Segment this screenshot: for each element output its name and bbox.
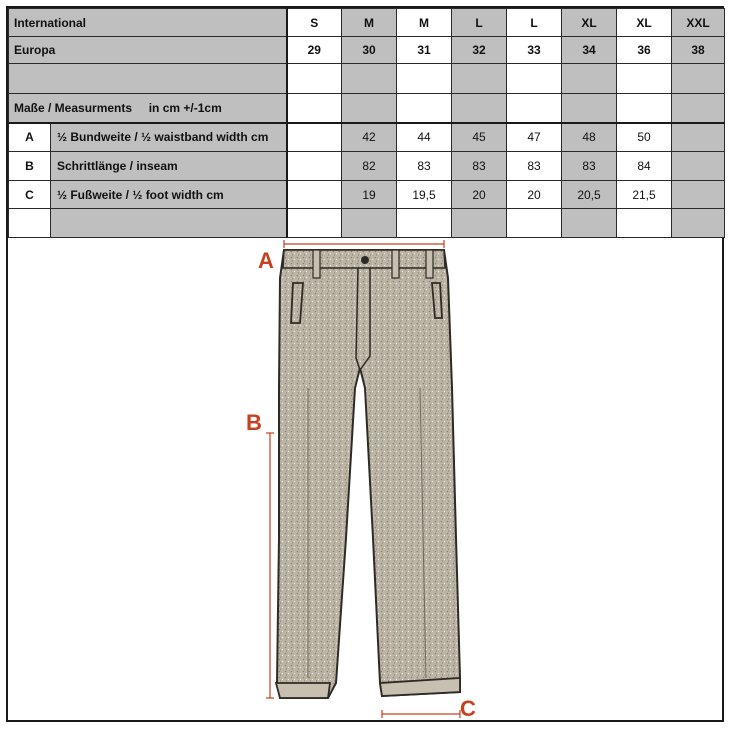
measure-line-b xyxy=(266,433,274,698)
empty-cell xyxy=(617,209,672,238)
size-cell: XXL xyxy=(672,9,725,37)
label-b: B xyxy=(246,410,262,435)
measure-value xyxy=(287,181,342,209)
measure-label: ½ Fußweite / ½ foot width cm xyxy=(51,181,287,209)
belt-loop-icon xyxy=(313,250,320,278)
measure-line-a xyxy=(284,240,444,248)
measure-value: 42 xyxy=(342,123,397,152)
empty-cell xyxy=(672,64,725,94)
row-empty xyxy=(9,209,725,238)
belt-loop-icon xyxy=(392,250,399,278)
empty-cell xyxy=(562,94,617,123)
size-cell: 32 xyxy=(452,37,507,64)
measure-label: ½ Bundweite / ½ waistband width cm xyxy=(51,123,287,152)
size-cell: 33 xyxy=(507,37,562,64)
measure-value: 20 xyxy=(452,181,507,209)
row-europa xyxy=(9,37,725,64)
international-label: International xyxy=(9,9,287,37)
measure-value: 47 xyxy=(507,123,562,152)
measure-value: 48 xyxy=(562,123,617,152)
empty-cell xyxy=(562,209,617,238)
row-measure-c xyxy=(9,181,725,209)
empty-cell xyxy=(507,94,562,123)
measure-value xyxy=(287,123,342,152)
measure-letter: C xyxy=(9,181,51,209)
empty-cell xyxy=(9,209,51,238)
empty-cell xyxy=(342,209,397,238)
measure-value: 83 xyxy=(507,152,562,181)
size-cell: 30 xyxy=(342,37,397,64)
measure-label: Schrittlänge / inseam xyxy=(51,152,287,181)
size-chart xyxy=(6,6,724,722)
empty-cell xyxy=(397,64,452,94)
empty-cell xyxy=(397,209,452,238)
size-cell: 31 xyxy=(397,37,452,64)
empty-cell xyxy=(452,94,507,123)
empty-cell xyxy=(452,209,507,238)
size-cell: S xyxy=(287,9,342,37)
trousers-icon xyxy=(277,250,460,698)
measure-value: 21,5 xyxy=(617,181,672,209)
empty-cell xyxy=(287,94,342,123)
measure-value: 82 xyxy=(342,152,397,181)
row-international xyxy=(9,9,725,37)
size-cell: 36 xyxy=(617,37,672,64)
row-spacer xyxy=(9,64,725,94)
button-icon xyxy=(361,256,369,264)
size-cell: 29 xyxy=(287,37,342,64)
measure-letter: A xyxy=(9,123,51,152)
measure-value xyxy=(287,152,342,181)
label-a: A xyxy=(258,248,274,273)
empty-cell xyxy=(617,94,672,123)
measure-value: 19 xyxy=(342,181,397,209)
measure-value xyxy=(672,123,725,152)
trousers-diagram xyxy=(8,238,724,722)
measure-value xyxy=(672,152,725,181)
empty-cell xyxy=(287,64,342,94)
row-measure-a xyxy=(9,123,725,152)
empty-cell xyxy=(397,94,452,123)
measure-line-c xyxy=(382,710,460,718)
empty-cell xyxy=(51,209,287,238)
empty-cell xyxy=(452,64,507,94)
empty-cell xyxy=(507,209,562,238)
empty-cell xyxy=(672,209,725,238)
measure-value xyxy=(672,181,725,209)
empty-cell xyxy=(287,209,342,238)
empty-cell xyxy=(672,94,725,123)
label-c: C xyxy=(460,696,476,721)
empty-cell xyxy=(342,94,397,123)
measure-value: 20 xyxy=(507,181,562,209)
europa-label: Europa xyxy=(9,37,287,64)
measure-value: 19,5 xyxy=(397,181,452,209)
row-measure-b xyxy=(9,152,725,181)
measure-value: 84 xyxy=(617,152,672,181)
empty-cell xyxy=(342,64,397,94)
measure-value: 83 xyxy=(562,152,617,181)
belt-loop-icon xyxy=(426,250,433,278)
size-cell: XL xyxy=(562,9,617,37)
size-cell: XL xyxy=(617,9,672,37)
measure-value: 83 xyxy=(397,152,452,181)
size-cell: M xyxy=(397,9,452,37)
size-table xyxy=(8,8,725,238)
cuff-icon xyxy=(276,683,330,698)
size-cell: L xyxy=(452,9,507,37)
size-cell: 38 xyxy=(672,37,725,64)
measure-value: 44 xyxy=(397,123,452,152)
measure-value: 83 xyxy=(452,152,507,181)
measure-letter: B xyxy=(9,152,51,181)
spacer-cell xyxy=(9,64,287,94)
measure-value: 20,5 xyxy=(562,181,617,209)
size-cell: M xyxy=(342,9,397,37)
measure-heading: Maße / Measurments in cm +/-1cm xyxy=(9,94,287,123)
measure-value: 50 xyxy=(617,123,672,152)
empty-cell xyxy=(617,64,672,94)
row-measure-heading xyxy=(9,94,725,123)
measure-value: 45 xyxy=(452,123,507,152)
empty-cell xyxy=(507,64,562,94)
size-cell: L xyxy=(507,9,562,37)
size-cell: 34 xyxy=(562,37,617,64)
empty-cell xyxy=(562,64,617,94)
